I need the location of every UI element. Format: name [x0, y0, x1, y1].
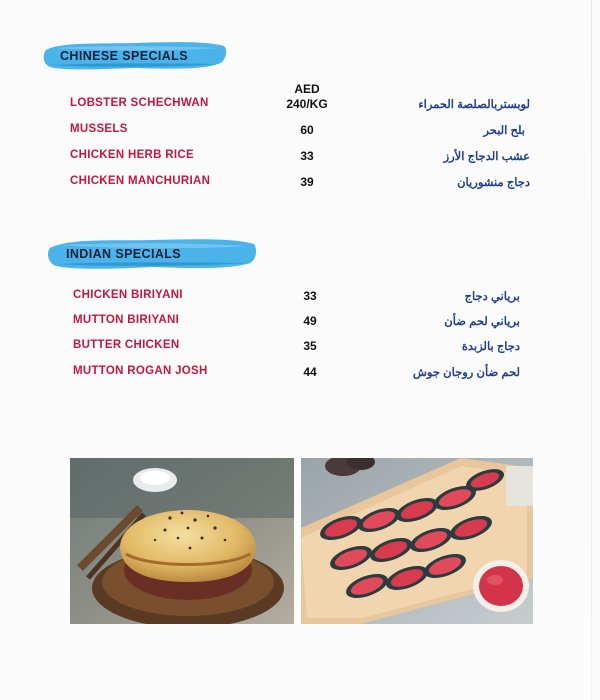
- item-name: LOBSTER SCHECHWAN: [70, 97, 209, 109]
- stuffed-mussels-photo: [301, 458, 533, 624]
- item-price: 44: [303, 365, 317, 379]
- item-price: 33: [303, 289, 317, 303]
- item-price: 49: [303, 314, 317, 328]
- menu-item: [0, 123, 600, 141]
- item-arabic-name: لوبستربالصلصة الحمراء: [418, 99, 530, 111]
- menu-item: [0, 339, 600, 357]
- item-arabic-name: عشب الدجاج الأرز: [443, 151, 530, 163]
- item-price: 240/KG: [286, 97, 328, 111]
- item-arabic-name: بلح البحر: [483, 125, 525, 137]
- currency-label: AED: [294, 82, 320, 96]
- menu-item: [0, 97, 600, 115]
- item-name: CHICKEN BIRIYANI: [73, 289, 183, 301]
- menu-item: [0, 314, 600, 332]
- item-arabic-name: دجاج منشوريان: [457, 177, 530, 189]
- item-name: CHICKEN MANCHURIAN: [70, 175, 211, 187]
- menu-item: [0, 149, 600, 167]
- item-arabic-name: برياني دجاج: [464, 291, 520, 303]
- menu-item: [0, 175, 600, 193]
- chinese-specials-banner: [40, 36, 230, 76]
- biryani-pot-photo: [70, 458, 294, 624]
- indian-specials-banner: [44, 232, 260, 276]
- item-name: MUSSELS: [70, 123, 128, 135]
- item-price: 39: [300, 175, 314, 189]
- section-title: INDIAN SPECIALS: [66, 247, 182, 261]
- menu-item: [0, 289, 600, 307]
- menu-item: [0, 365, 600, 383]
- item-arabic-name: برياني لحم ضأن: [444, 316, 520, 328]
- price-column-header: [270, 82, 344, 97]
- item-name: BUTTER CHICKEN: [73, 339, 180, 351]
- item-arabic-name: لحم ضأن روجان جوش: [412, 367, 520, 379]
- item-name: MUTTON ROGAN JOSH: [73, 365, 208, 377]
- item-arabic-name: دجاج بالزبدة: [461, 341, 520, 353]
- item-name: CHICKEN HERB RICE: [70, 149, 194, 161]
- item-name: MUTTON BIRIYANI: [73, 314, 180, 326]
- item-price: 35: [303, 339, 317, 353]
- item-price: 60: [300, 123, 314, 137]
- section-title: CHINESE SPECIALS: [60, 49, 188, 63]
- item-price: 33: [300, 149, 314, 163]
